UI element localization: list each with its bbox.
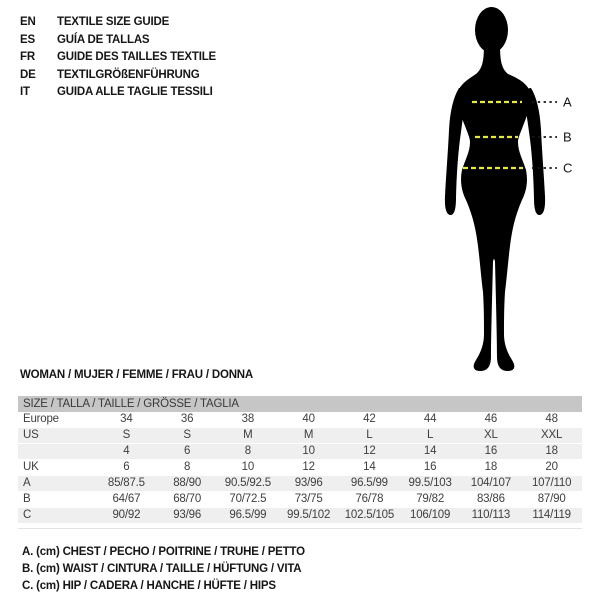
row-label: B	[18, 492, 96, 508]
legend-line: A. (cm) CHEST / PECHO / POITRINE / TRUHE / PETTO	[22, 546, 305, 558]
size-cell: 40	[278, 412, 339, 428]
table-row	[18, 492, 582, 508]
language-code: FR	[20, 51, 35, 63]
marker-label-c: C	[563, 160, 573, 176]
size-cell: 107/110	[521, 476, 582, 492]
marker-label-b: B	[563, 129, 572, 145]
marker-label-a: A	[563, 94, 572, 110]
size-cell: 20	[521, 460, 582, 476]
guide-title: TEXTILE SIZE GUIDE	[57, 16, 170, 28]
size-table	[18, 396, 582, 524]
table-row	[18, 508, 582, 524]
size-cell: 110/113	[461, 508, 522, 524]
size-cell: L	[400, 428, 461, 444]
language-title-list	[20, 14, 216, 102]
size-cell: 18	[521, 444, 582, 460]
size-cell: 114/119	[521, 508, 582, 524]
size-cell: 10	[278, 444, 339, 460]
table-row	[18, 444, 582, 460]
size-cell: 14	[400, 444, 461, 460]
language-code: DE	[20, 68, 36, 81]
silhouette-body	[458, 42, 530, 371]
size-cell: 18	[461, 460, 522, 476]
language-code: EN	[20, 16, 36, 28]
silhouette-right-arm	[522, 88, 545, 215]
row-label: UK	[18, 460, 96, 476]
size-cell: 36	[157, 412, 218, 428]
size-cell: 83/86	[461, 492, 522, 508]
size-cell: 8	[157, 460, 218, 476]
size-cell: 96.5/99	[339, 476, 400, 492]
size-cell: M	[278, 428, 339, 444]
figure-silhouette	[400, 0, 600, 380]
size-cell: 38	[218, 412, 279, 428]
size-cell: 70/72.5	[218, 492, 279, 508]
size-cell: S	[96, 428, 157, 444]
guide-title: GUIDE DES TAILLES TEXTILE	[57, 51, 216, 63]
language-row	[20, 49, 216, 67]
size-cell: 16	[461, 444, 522, 460]
size-cell: 34	[96, 412, 157, 428]
size-cell: 106/109	[400, 508, 461, 524]
size-cell: XXL	[521, 428, 582, 444]
size-cell: 73/75	[278, 492, 339, 508]
language-row	[20, 14, 216, 32]
size-cell: 104/107	[461, 476, 522, 492]
size-cell: 42	[339, 412, 400, 428]
language-code: ES	[20, 33, 35, 46]
size-cell: 90.5/92.5	[218, 476, 279, 492]
size-cell: 16	[400, 460, 461, 476]
size-cell: 76/78	[339, 492, 400, 508]
language-row	[20, 32, 216, 50]
language-row	[20, 67, 216, 85]
size-cell: 46	[461, 412, 522, 428]
size-cell: 93/96	[157, 508, 218, 524]
size-cell: XL	[461, 428, 522, 444]
size-table-header: SIZE / TALLA / TAILLE / GRÖSSE / TAGLIA	[18, 396, 582, 412]
size-cell: M	[218, 428, 279, 444]
size-cell: 64/67	[96, 492, 157, 508]
row-label: US	[18, 428, 96, 444]
measurement-legend	[22, 544, 305, 595]
size-cell: 99.5/102	[278, 508, 339, 524]
size-cell: 99.5/103	[400, 476, 461, 492]
size-cell: 102.5/105	[339, 508, 400, 524]
size-cell: 48	[521, 412, 582, 428]
size-cell: 8	[218, 444, 279, 460]
size-cell: 4	[96, 444, 157, 460]
guide-title: GUÍA DE TALLAS	[57, 33, 150, 46]
size-cell: 12	[278, 460, 339, 476]
row-label: Europe	[18, 412, 96, 428]
size-cell: 90/92	[96, 508, 157, 524]
size-cell: 14	[339, 460, 400, 476]
size-cell: 88/90	[157, 476, 218, 492]
guide-title: GUIDA ALLE TAGLIE TESSILI	[57, 86, 213, 98]
size-cell: 12	[339, 444, 400, 460]
row-label	[18, 444, 96, 460]
table-row	[18, 428, 582, 444]
size-cell: S	[157, 428, 218, 444]
table-row	[18, 460, 582, 476]
size-cell: 96.5/99	[218, 508, 279, 524]
size-cell: 87/90	[521, 492, 582, 508]
row-label: A	[18, 476, 96, 492]
legend-line: B. (cm) WAIST / CINTURA / TAILLE / HÜFTUNG / VITA	[22, 563, 302, 575]
section-title: WOMAN / MUJER / FEMME / FRAU / DONNA	[20, 369, 254, 381]
size-cell: 44	[400, 412, 461, 428]
size-cell: 85/87.5	[96, 476, 157, 492]
size-cell: 93/96	[278, 476, 339, 492]
language-code: IT	[20, 86, 30, 98]
size-cell: 6	[157, 444, 218, 460]
legend-line: C. (cm) HIP / CADERA / HANCHE / HÜFTE / HIPS	[22, 580, 276, 592]
language-row	[20, 84, 216, 102]
size-cell: 6	[96, 460, 157, 476]
row-label: C	[18, 508, 96, 524]
table-row	[18, 412, 582, 428]
size-cell: L	[339, 428, 400, 444]
table-row	[18, 476, 582, 492]
size-cell: 10	[218, 460, 279, 476]
table-bottom-rule	[18, 528, 582, 529]
size-cell: 79/82	[400, 492, 461, 508]
size-cell: 68/70	[157, 492, 218, 508]
size-table-grid	[18, 412, 582, 524]
guide-title: TEXTILGRÖßENFÜHRUNG	[57, 68, 200, 81]
woman-silhouette-graphic	[400, 0, 600, 380]
